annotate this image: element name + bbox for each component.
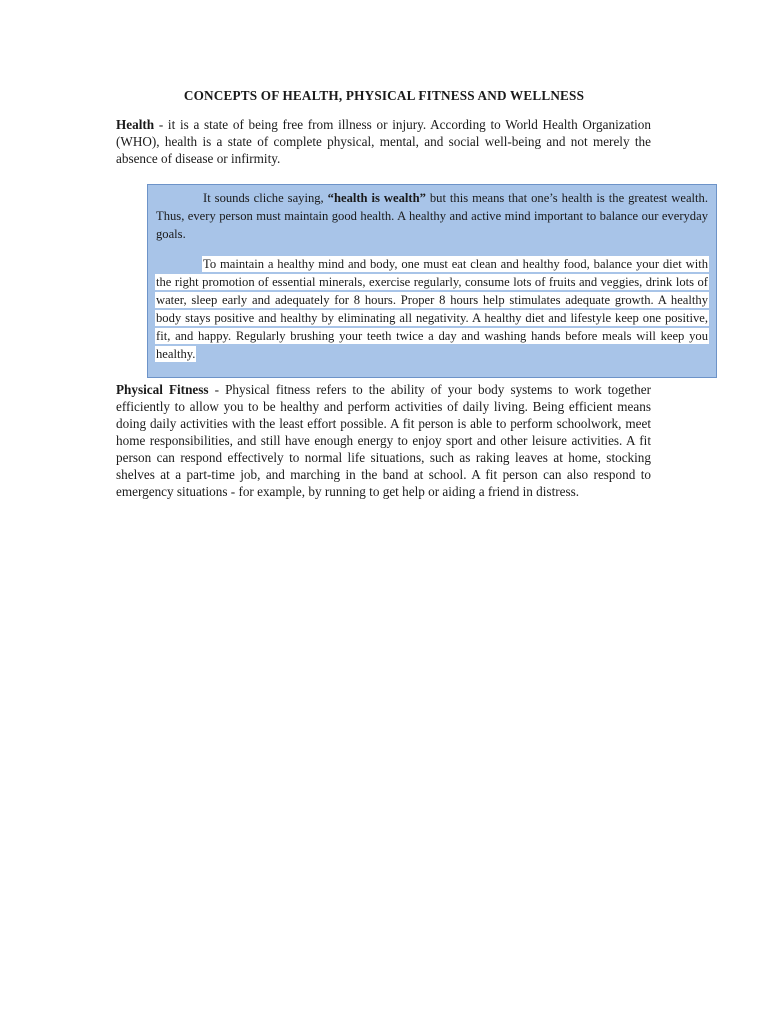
callout-paragraph-intro	[156, 189, 708, 243]
callout-paragraph-tips	[156, 255, 708, 363]
physical-fitness-term: Physical Fitness	[116, 382, 209, 397]
health-is-wealth-quote: “health is wealth”	[327, 191, 426, 205]
healthy-habits-text: To maintain a healthy mind and body, one must eat clean and healthy food, balance your diet with the right promotion of essential minerals, exercise regularly, consume lots of fruits and veggies, drink lots of water, sleep early and adequately for 8 hours. Proper 8 hours help stimulates adequate growth. A healthy body stays positive and healthy by eliminating all negativity. A healthy diet and lifestyle keep one positive, fit, and happy. Regularly brushing your teeth twice a day and washing hands before meals will keep you healthy.	[156, 257, 708, 361]
page-title: CONCEPTS OF HEALTH, PHYSICAL FITNESS AND WELLNESS	[183, 88, 585, 103]
callout-intro-after: but this means that one’s health is the greatest wealth. Thus, every person must maintain good health. A healthy and active mind important to balance our everyday goals.	[156, 191, 708, 241]
callout-intro-before: It sounds cliche saying,	[203, 191, 328, 205]
health-paragraph	[116, 116, 651, 167]
health-callout-box	[147, 184, 717, 378]
health-term: Health	[116, 117, 155, 132]
physical-fitness-definition: - Physical fitness refers to the ability of your body systems to work together efficiently to allow you to be healthy and perform activities of daily living. Being efficient means doing daily activities with the least effort possible. A fit person is able to perform schoolwork, meet home responsibilities, and still have enough energy to enjoy sport and other leisure activities. A fit person can respond effectively to normal life situations, such as raking leaves at home, stocking shelves at a part-time job, and marching in the band at school. A fit person can also respond to emergency situations - for example, by running to get help or aiding a friend in distress.	[116, 382, 651, 499]
physical-fitness-paragraph	[116, 381, 651, 500]
health-definition: - it is a state of being free from illness or injury. According to World Health Organization (WHO), health is a state of complete physical, mental, and social well-being and not merely the absence of disease or infirmity.	[116, 117, 651, 166]
